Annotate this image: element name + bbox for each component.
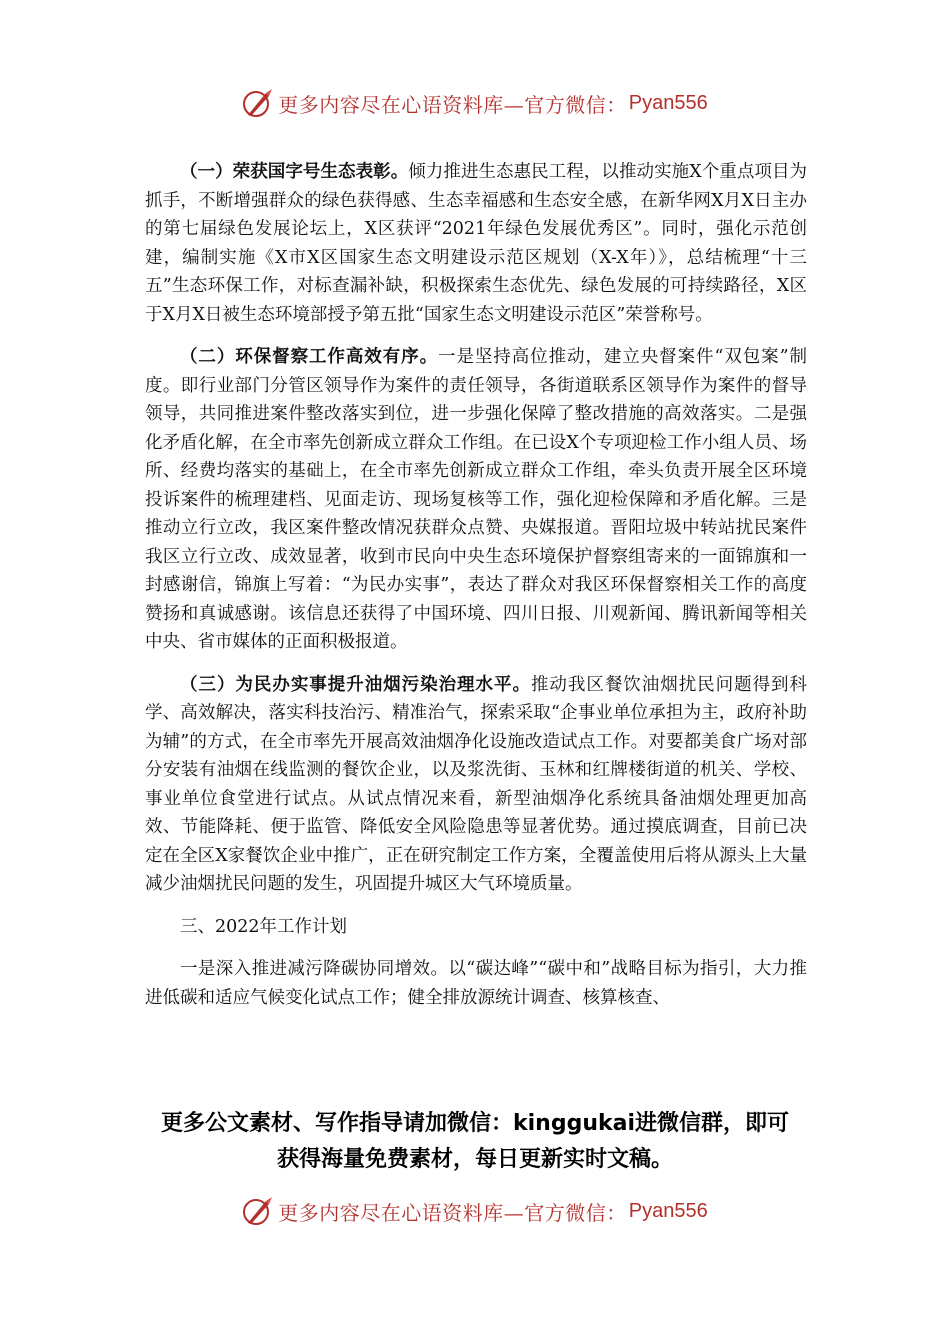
watermark-text: 更多内容尽在心语资料库—官方微信： bbox=[278, 92, 627, 117]
paragraph-2-body: 一是坚持高位推动，建立央督案件“双包案”制度。即行业部门分管区领导作为案件的责任领导，各街道联系区领导作为案件的督导领导，共同推进案件整改落实到位，进一步强化保障了整改措施的高效落实。二是强化矛盾化解，在全市率先创新成立群众工作组。在已设X个专项迎检工作小组人员、场所、经费均落实的基础上，在全市率先创新成立群众工作组，牵头负责开展全区环境投诉案件的梳理建档、见面走访、现场复核等工作，强化迎检保障和矛盾化解。三是推动立行立改，我区案件整改情况获群众点赞、央媒报道。晋阳垃圾中转站扰民案件我区立行立改、成效显著，收到市民向中央生态环境保护督察组寄来的一面锦旗和一封感谢信，锦旗上写着：“为民办实事”，表达了群众对我区环保督察相关工作的高度赞扬和真诚感谢。该信息还获得了中国环境、四川日报、川观新闻、腾讯新闻等相关中央、省市媒体的正面积极报道。 bbox=[145, 347, 807, 652]
promo-line-2: 获得海量免费素材，每日更新实时文稿。 bbox=[276, 1147, 673, 1172]
paragraph-1-body: 倾力推进生态惠民工程，以推动实施X个重点项目为抓手，不断增强群众的绿色获得感、生态幸福感和生态安全感，在新华网X月X日主办的第七届绿色发展论坛上，X区获评“2021年绿色发展优秀区”。同时，强化示范创建，编制实施《X市X区国家生态文明建设示范区规划（X-X年）》，总结梳理“十三五”生态环保工作，对标查漏补缺，积极探索生态优先、绿色发展的可持续路径，X区于X月X日被生态环境部授予第五批“国家生态文明建设示范区”荣誉称号。 bbox=[145, 162, 807, 325]
watermark-id: Pyan556 bbox=[628, 1199, 708, 1222]
section-title: 三、2022年工作计划 bbox=[180, 916, 348, 937]
paragraph-3-heading: （三）为民办实事提升油烟污染治理水平。 bbox=[180, 674, 531, 695]
plan-paragraph: 一是深入推进减污降碳协同增效。以“碳达峰”“碳中和”战略目标为指引，大力推进低碳和适应气候变化试点工作；健全排放源统计调查、核算核查、 bbox=[145, 959, 807, 1008]
paragraph-3-body: 推动我区餐饮油烟扰民问题得到科学、高效解决，落实科技治污、精准治气，探索采取“企事业单位承担为主，政府补助为辅”的方式，在全市率先开展高效油烟净化设施改造试点工作。对要都美食广场对部分安装有油烟在线监测的餐饮企业，以及浆洗街、玉林和红牌楼街道的机关、学校、事业单位食堂进行试点。从试点情况来看，新型油烟净化系统具备油烟处理更加高效、节能降耗、便于监管、降低安全风险隐患等显著优势。通过摸底调查，目前已决定在全区X家餐饮企业中推广，正在研究制定工作方案，全覆盖使用后将从源头上大量减少油烟扰民问题的发生，巩固提升城区大气环境质量。 bbox=[145, 674, 808, 894]
promo-notice bbox=[100, 1106, 850, 1178]
watermark-text: 更多内容尽在心语资料库—官方微信： bbox=[278, 1200, 627, 1225]
document-body bbox=[145, 158, 807, 1026]
quill-pen-icon bbox=[242, 1195, 274, 1227]
watermark-banner-top bbox=[0, 81, 950, 125]
paragraph-1 bbox=[145, 158, 807, 329]
paragraph-2 bbox=[145, 343, 807, 657]
promo-line-1: 更多公文素材、写作指导请加微信：kinggukai进微信群，即可 bbox=[160, 1111, 789, 1136]
paragraph-2-heading: （二）环保督察工作高效有序。 bbox=[180, 347, 439, 367]
quill-pen-icon bbox=[242, 87, 274, 119]
watermark-banner-bottom bbox=[0, 1189, 950, 1233]
watermark-id: Pyan556 bbox=[628, 91, 708, 114]
paragraph-3 bbox=[145, 671, 807, 899]
paragraph-1-heading: （一）荣获国字号生态表彰。 bbox=[180, 162, 409, 182]
